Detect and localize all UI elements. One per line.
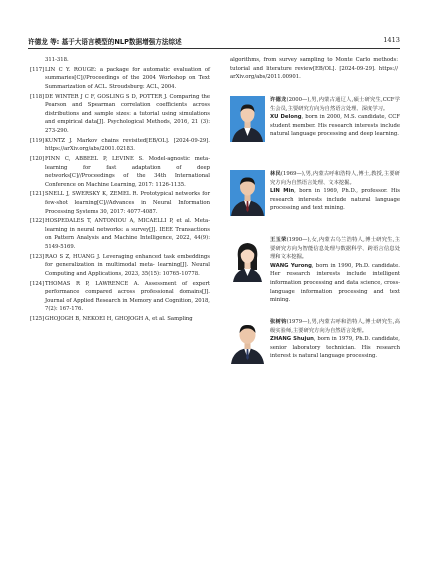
author-name-cn: 许德龙 <box>270 97 287 103</box>
author-bio-en: , born in 1990, Ph.D. candidate. Her research interests include intelligent information processing and data science, cross-language information processing and text mining. <box>270 262 400 304</box>
author-bio-cn: (1979—),男,内蒙古呼和浩特人,博士研究生,高级实验师,主要研究方向为自然语言处理。 <box>270 319 400 334</box>
reference-item <box>30 66 210 92</box>
reference-text: KUNTZ J. Markov chains revisited[EB/OL]. [2024-09-29]. https://arXiv.org/abs/2001.02183. <box>45 137 210 153</box>
reference-item <box>30 155 210 189</box>
author-name-en: XU Delong <box>270 114 302 121</box>
reference-text: RAO S Z, HUANG J. Leveraging enhanced task embeddings for generalization in multimodal meta- learning[J]. Neural Computing and Applications, 2023, 35(15): 10765-10778. <box>45 253 210 277</box>
author-bio <box>230 96 400 176</box>
author-photo <box>230 170 265 216</box>
author-name-en: LIN Min <box>270 188 295 195</box>
reference-item <box>30 315 210 324</box>
reference-item <box>30 217 210 251</box>
reference-number: [119] <box>30 137 45 144</box>
reference-item <box>30 253 210 279</box>
author-bio-en: , born in 1979, Ph.D. candidate, senior laboratory technician. His research interest is natural language processing. <box>270 336 400 360</box>
author-bio-cn: (2000—),男,内蒙古通辽人,硕士研究生,CCF学生会员,主要研究方向为自然语言处理、深度学习。 <box>270 97 400 112</box>
reference-text: THOMAS R P, LAWRENCE A. Assessment of expert performance compared across professional domains[J]. Journal of Applied Research in Memory and Cognition, 2018, 7(2): 167-176. <box>45 280 210 313</box>
reference-number: [120] <box>30 155 45 162</box>
reference-number: [125] <box>30 316 45 323</box>
reference-text: HOSPEDALES T, ANTONIOU A, MICAELLI P, et al. Meta-learning in neural networks: a survey[J]. IEEE Transactions on Pattern Analysis and Machine Intelligence, 2022, 44(9): 5149-5169. <box>45 218 210 251</box>
author-name-en: ZHANG Shujun <box>270 336 314 343</box>
reference-item <box>30 280 210 314</box>
author-bio <box>230 236 400 316</box>
reference-text: SNELL J, SWERSKY K, ZEMEL R. Prototypical networks for few-shot learning[C]//Advances in Neural Information Processing Systems 30, 2017: 4077-4087. <box>45 191 210 215</box>
reference-item <box>30 56 210 65</box>
running-header <box>28 36 400 49</box>
author-bio-en: , born in 2000, M.S. candidate, CCF student member. His research interests include natural language processing and deep learning. <box>270 114 400 138</box>
author-photo <box>230 96 265 142</box>
reference-list <box>30 56 210 324</box>
author-bio <box>230 318 400 398</box>
author-photo <box>230 236 265 282</box>
author-bio-cn: (1990—),女,内蒙古乌兰浩特人,博士研究生,主要研究方向为智能信息处理与数据科学、跨语言信息处理和文本挖掘。 <box>270 237 400 261</box>
author-name-cn: 王玉荣 <box>270 237 287 243</box>
reference-number: [118] <box>30 93 45 100</box>
author-bio-en: , born in 1969, Ph.D., professor. His research interests include natural language processing and text mining. <box>270 188 400 212</box>
reference-item <box>30 190 210 216</box>
reference-text: LIN C Y. ROUGE: a package for automatic evaluation of summaries[C]//Proceedings of the 2004 Workshop on Text Summarization of ACL. Stroudsburg: ACL, 2004. <box>45 66 210 90</box>
author-name-cn: 林民 <box>270 171 281 177</box>
page-number: 1413 <box>383 36 400 44</box>
reference-item <box>30 137 210 154</box>
reference-continuation: algorithms, from survey sampling to Monte Carlo methods: tutorial and literature review[EB/OL]. [2024-09-29]. https:// arXiv.org/abs/2011.00901. <box>230 57 398 81</box>
author-name-en: WANG Yurong <box>270 262 312 269</box>
author-bio-cn: (1969—),男,内蒙古呼和浩特人,博士,教授,主要研究方向为自然语言处理、文本挖掘。 <box>270 171 400 186</box>
reference-number: [122] <box>30 218 45 225</box>
author-name-cn: 张树钧 <box>270 319 287 325</box>
reference-text: 311-318. <box>45 57 69 63</box>
reference-item <box>30 93 210 136</box>
author-photo <box>230 318 265 364</box>
reference-number: [124] <box>30 280 45 287</box>
reference-text: DE WINTER J C F, GOSLING S D, POTTER J. Comparing the Pearson and Spearman correlation coefficients across distributions and sample sizes: a tutorial using simulations and empirical data[J]. Psychological Methods, 2016, 21 (3): 273-290. <box>45 93 210 134</box>
running-title: 许德龙 等: 基于大语言模型的NLP数据增强方法综述 <box>28 38 182 46</box>
reference-text: FINN C, ABBEEL P, LEVINE S. Model-agnostic meta-learning for fast adaptation of deep networks[C]//Proceedings of the 34th International Conference on Machine Learning, 2017: 1126-1135. <box>45 155 210 188</box>
reference-text: GHOJOGH B, NEKOEI H, GHOJOGH A, et al. Sampling <box>45 316 193 323</box>
reference-number: [123] <box>30 253 45 260</box>
reference-number: [121] <box>30 191 45 198</box>
reference-number: [117] <box>30 66 45 73</box>
